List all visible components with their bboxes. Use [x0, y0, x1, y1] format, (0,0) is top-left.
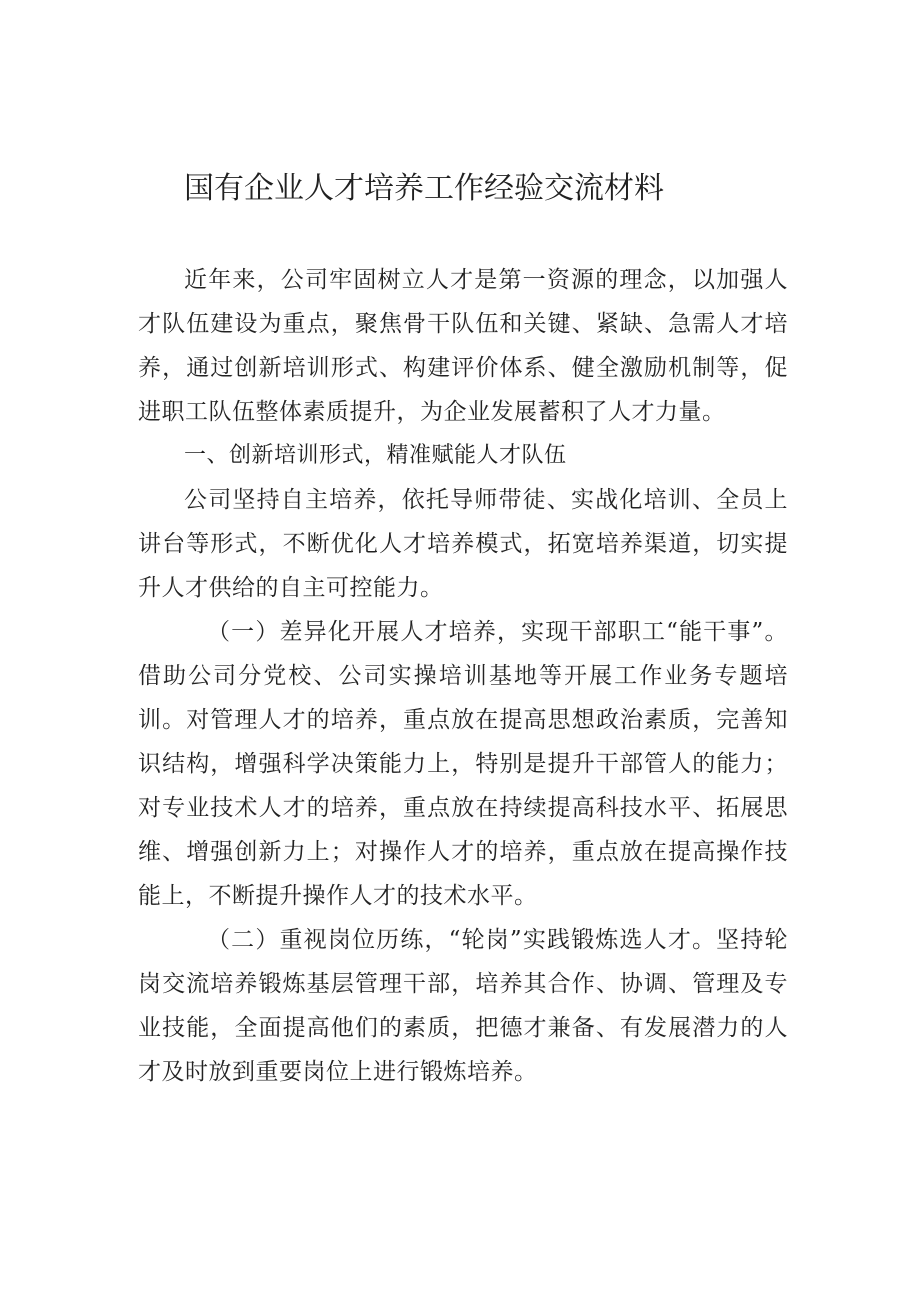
intro-paragraph: 近年来，公司牢固树立人才是第一资源的理念，以加强人才队伍建设为重点，聚焦骨干队伍和关键、紧缺、急需人才培养，通过创新培训形式、构建评价体系、健全激励机制等，促进职工队伍整体素质提升，为企业发展蓄积了人才力量。 — [138, 267, 788, 425]
section-1-paragraph: 公司坚持自主培养，依托导师带徒、实战化培训、全员上讲台等形式，不断优化人才培养模式，拓宽培养渠道，切实提升人才供给的自主可控能力。 — [138, 487, 788, 601]
document-body — [138, 258, 788, 1094]
subsection-1-paragraph: （一）差异化开展人才培养，实现干部职工“能干事”。借助公司分党校、公司实操培训基地等开展工作业务专题培训。对管理人才的培养，重点放在提高思想政治素质，完善知识结构，增强科学决策能力上，特别是提升干部管人的能力；对专业技术人才的培养，重点放在持续提高科技水平、拓展思维、增强创新力上；对操作人才的培养，重点放在提高操作技能上，不断提升操作人才的技术水平。 — [138, 619, 788, 909]
section-heading-1: 一、创新培训形式，精准赋能人才队伍 — [184, 443, 567, 468]
document-title: 国有企业人才培养工作经验交流材料 — [184, 171, 664, 206]
subsection-2-paragraph: （二）重视岗位历练，“轮岗”实践锻炼选人才。坚持轮岗交流培养锻炼基层管理干部，培养其合作、协调、管理及专业技能，全面提高他们的素质，把德才兼备、有发展潜力的人才及时放到重要岗位上进行锻炼培养。 — [138, 927, 788, 1085]
